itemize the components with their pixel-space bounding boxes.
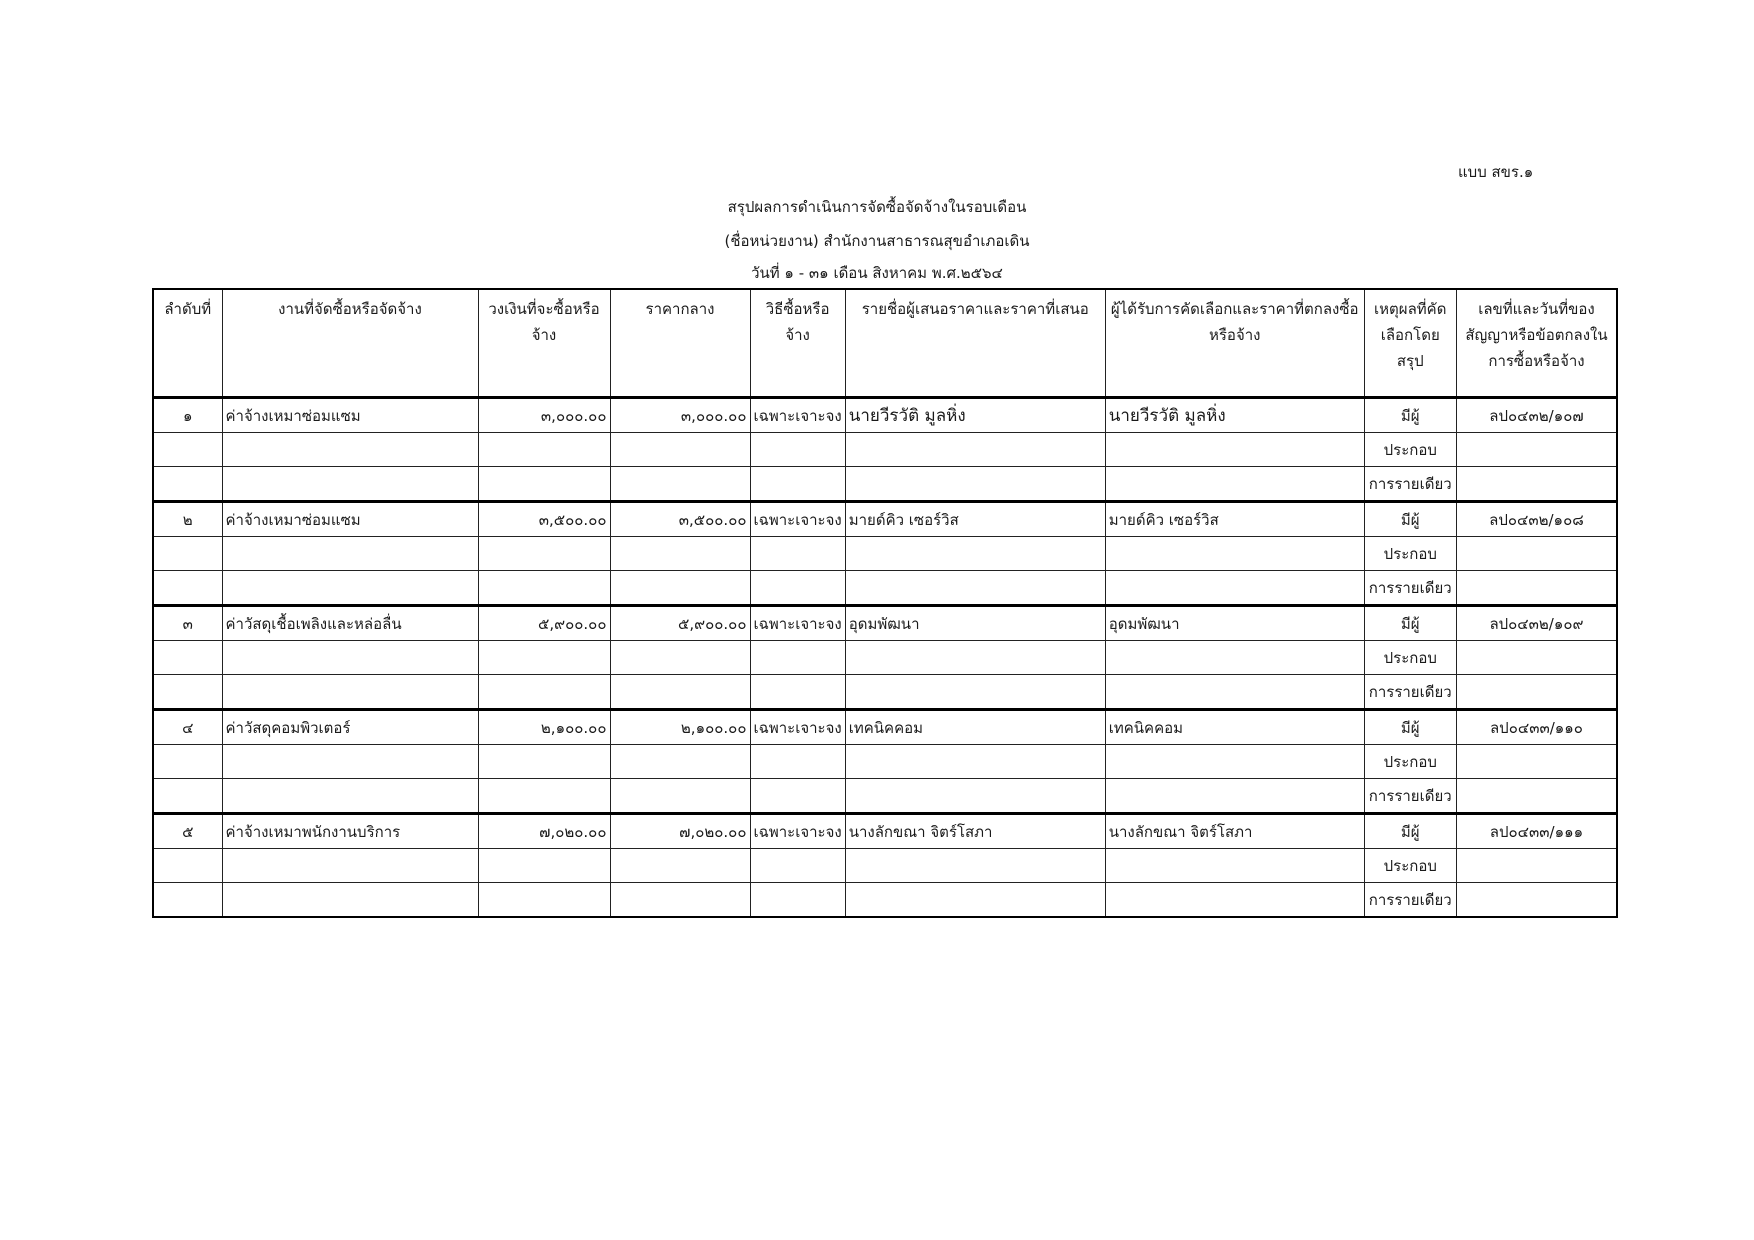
- cell-reason: ประกอบ: [1364, 641, 1456, 675]
- cell-winner: [1105, 883, 1364, 918]
- cell-contract: ลป๐๔๓๒/๑๐๙: [1456, 606, 1617, 641]
- cell-bidder: มายด์คิว เซอร์วิส: [845, 502, 1105, 537]
- cell-bidder: [845, 433, 1105, 467]
- document-title: สรุปผลการดำเนินการจัดซื้อจัดจ้างในรอบเดือน: [727, 198, 1027, 216]
- cell-budget: ๗,๐๒๐.๐๐: [478, 814, 610, 849]
- table-row: [153, 779, 1617, 814]
- cell-median-price: [610, 745, 750, 779]
- cell-median-price: [610, 537, 750, 571]
- table-row: [153, 571, 1617, 606]
- table-row: [153, 849, 1617, 883]
- form-code: แบบ สขร.๑: [1458, 163, 1534, 181]
- cell-bidder: นายวีรวัติ มูลหิ่ง: [845, 398, 1105, 433]
- cell-no: [153, 675, 222, 710]
- cell-winner: [1105, 571, 1364, 606]
- cell-no: [153, 849, 222, 883]
- cell-method: [750, 779, 845, 814]
- cell-reason: ประกอบ: [1364, 537, 1456, 571]
- cell-contract: [1456, 745, 1617, 779]
- cell-median-price: ๓,๐๐๐.๐๐: [610, 398, 750, 433]
- cell-winner: [1105, 641, 1364, 675]
- cell-method: เฉพาะเจาะจง: [750, 502, 845, 537]
- cell-item: [222, 779, 478, 814]
- cell-winner: อุดมพัฒนา: [1105, 606, 1364, 641]
- header-median-price: ราคากลาง: [610, 289, 750, 398]
- cell-bidder: [845, 883, 1105, 918]
- cell-reason: การรายเดียว: [1364, 883, 1456, 918]
- cell-budget: ๓,๕๐๐.๐๐: [478, 502, 610, 537]
- cell-budget: [478, 467, 610, 502]
- cell-median-price: ๗,๐๒๐.๐๐: [610, 814, 750, 849]
- cell-item: [222, 675, 478, 710]
- cell-contract: [1456, 433, 1617, 467]
- cell-contract: [1456, 779, 1617, 814]
- cell-no: ๓: [153, 606, 222, 641]
- cell-reason: ประกอบ: [1364, 433, 1456, 467]
- cell-method: [750, 675, 845, 710]
- header-contract: เลขที่และวันที่ของสัญญาหรือข้อตกลงในการซื้อหรือจ้าง: [1456, 289, 1617, 398]
- cell-contract: [1456, 571, 1617, 606]
- cell-reason: ประกอบ: [1364, 745, 1456, 779]
- cell-budget: [478, 745, 610, 779]
- cell-winner: เทคนิคคอม: [1105, 710, 1364, 745]
- cell-median-price: [610, 883, 750, 918]
- table-header-row: [153, 289, 1617, 398]
- cell-reason: การรายเดียว: [1364, 675, 1456, 710]
- cell-winner: นายวีรวัติ มูลหิ่ง: [1105, 398, 1364, 433]
- cell-winner: [1105, 537, 1364, 571]
- cell-reason: การรายเดียว: [1364, 467, 1456, 502]
- cell-item: [222, 745, 478, 779]
- table-row: [153, 502, 1617, 537]
- cell-no: [153, 571, 222, 606]
- cell-item: [222, 467, 478, 502]
- cell-median-price: [610, 675, 750, 710]
- table-row: [153, 467, 1617, 502]
- cell-method: [750, 571, 845, 606]
- cell-winner: [1105, 779, 1364, 814]
- cell-contract: ลป๐๔๓๒/๑๐๘: [1456, 502, 1617, 537]
- cell-winner: มายด์คิว เซอร์วิส: [1105, 502, 1364, 537]
- cell-no: [153, 467, 222, 502]
- cell-no: ๔: [153, 710, 222, 745]
- cell-item: [222, 433, 478, 467]
- cell-method: [750, 537, 845, 571]
- cell-bidder: [845, 641, 1105, 675]
- cell-budget: [478, 571, 610, 606]
- cell-bidder: [845, 571, 1105, 606]
- header-item: งานที่จัดซื้อหรือจัดจ้าง: [222, 289, 478, 398]
- cell-median-price: ๒,๑๐๐.๐๐: [610, 710, 750, 745]
- cell-method: [750, 745, 845, 779]
- cell-bidder: [845, 467, 1105, 502]
- cell-method: [750, 883, 845, 918]
- cell-item: ค่าวัสดุคอมพิวเตอร์: [222, 710, 478, 745]
- cell-item: [222, 641, 478, 675]
- cell-no: [153, 779, 222, 814]
- cell-bidder: [845, 849, 1105, 883]
- cell-item: [222, 537, 478, 571]
- table-row: [153, 745, 1617, 779]
- cell-contract: [1456, 849, 1617, 883]
- cell-item: ค่าจ้างเหมาซ่อมแซม: [222, 502, 478, 537]
- cell-budget: [478, 641, 610, 675]
- cell-winner: [1105, 433, 1364, 467]
- cell-bidder: [845, 675, 1105, 710]
- cell-item: [222, 571, 478, 606]
- cell-method: เฉพาะเจาะจง: [750, 606, 845, 641]
- header-reason: เหตุผลที่คัดเลือกโดยสรุป: [1364, 289, 1456, 398]
- cell-budget: [478, 433, 610, 467]
- cell-item: [222, 849, 478, 883]
- table-row: [153, 710, 1617, 745]
- header-budget: วงเงินที่จะซื้อหรือจ้าง: [478, 289, 610, 398]
- table-row: [153, 675, 1617, 710]
- cell-no: ๑: [153, 398, 222, 433]
- cell-median-price: [610, 641, 750, 675]
- cell-budget: [478, 675, 610, 710]
- table-row: [153, 606, 1617, 641]
- cell-method: [750, 641, 845, 675]
- cell-bidder: [845, 779, 1105, 814]
- cell-median-price: ๓,๕๐๐.๐๐: [610, 502, 750, 537]
- cell-item: ค่าจ้างเหมาซ่อมแซม: [222, 398, 478, 433]
- table-row: [153, 398, 1617, 433]
- cell-method: เฉพาะเจาะจง: [750, 814, 845, 849]
- cell-contract: ลป๐๔๓๒/๑๐๗: [1456, 398, 1617, 433]
- cell-median-price: [610, 779, 750, 814]
- table-row: [153, 814, 1617, 849]
- cell-method: เฉพาะเจาะจง: [750, 398, 845, 433]
- cell-median-price: [610, 467, 750, 502]
- cell-winner: นางลักขณา จิตร์โสภา: [1105, 814, 1364, 849]
- cell-contract: ลป๐๔๓๓/๑๑๐: [1456, 710, 1617, 745]
- cell-method: [750, 849, 845, 883]
- table-row: [153, 883, 1617, 918]
- cell-reason: มีผู้: [1364, 606, 1456, 641]
- cell-median-price: [610, 433, 750, 467]
- cell-no: [153, 641, 222, 675]
- cell-budget: [478, 883, 610, 918]
- cell-reason: การรายเดียว: [1364, 779, 1456, 814]
- cell-item: ค่าจ้างเหมาพนักงานบริการ: [222, 814, 478, 849]
- cell-method: เฉพาะเจาะจง: [750, 710, 845, 745]
- cell-budget: [478, 537, 610, 571]
- table-row: [153, 433, 1617, 467]
- cell-contract: [1456, 537, 1617, 571]
- cell-reason: ประกอบ: [1364, 849, 1456, 883]
- cell-reason: มีผู้: [1364, 398, 1456, 433]
- cell-item: ค่าวัสดุเชื้อเพลิงและหล่อลื่น: [222, 606, 478, 641]
- cell-contract: [1456, 641, 1617, 675]
- cell-budget: [478, 779, 610, 814]
- cell-reason: มีผู้: [1364, 502, 1456, 537]
- cell-bidder: เทคนิคคอม: [845, 710, 1105, 745]
- cell-no: ๕: [153, 814, 222, 849]
- cell-winner: [1105, 745, 1364, 779]
- cell-winner: [1105, 467, 1364, 502]
- header-method: วิธีซื้อหรือจ้าง: [750, 289, 845, 398]
- cell-method: [750, 467, 845, 502]
- table-row: [153, 641, 1617, 675]
- cell-median-price: [610, 571, 750, 606]
- cell-bidder: [845, 745, 1105, 779]
- agency-name: (ชื่อหน่วยงาน) สำนักงานสาธารณสุขอำเภอเดิน: [724, 232, 1030, 250]
- cell-contract: [1456, 675, 1617, 710]
- cell-item: [222, 883, 478, 918]
- cell-budget: [478, 849, 610, 883]
- cell-median-price: [610, 849, 750, 883]
- cell-contract: [1456, 883, 1617, 918]
- header-no: ลำดับที่: [153, 289, 222, 398]
- table-row: [153, 537, 1617, 571]
- header-bidders: รายชื่อผู้เสนอราคาและราคาที่เสนอ: [845, 289, 1105, 398]
- cell-bidder: [845, 537, 1105, 571]
- cell-method: [750, 433, 845, 467]
- cell-no: [153, 883, 222, 918]
- cell-bidder: นางลักขณา จิตร์โสภา: [845, 814, 1105, 849]
- cell-contract: [1456, 467, 1617, 502]
- cell-no: [153, 745, 222, 779]
- cell-winner: [1105, 675, 1364, 710]
- cell-bidder: อุดมพัฒนา: [845, 606, 1105, 641]
- cell-budget: ๕,๙๐๐.๐๐: [478, 606, 610, 641]
- procurement-table: [152, 288, 1618, 918]
- cell-reason: การรายเดียว: [1364, 571, 1456, 606]
- cell-no: [153, 433, 222, 467]
- cell-budget: ๓,๐๐๐.๐๐: [478, 398, 610, 433]
- cell-no: [153, 537, 222, 571]
- cell-no: ๒: [153, 502, 222, 537]
- cell-reason: มีผู้: [1364, 710, 1456, 745]
- cell-median-price: ๕,๙๐๐.๐๐: [610, 606, 750, 641]
- cell-contract: ลป๐๔๓๓/๑๑๑: [1456, 814, 1617, 849]
- header-winner: ผู้ได้รับการคัดเลือกและราคาที่ตกลงซื้อหรือจ้าง: [1105, 289, 1364, 398]
- date-range: วันที่ ๑ - ๓๑ เดือน สิงหาคม พ.ศ.๒๕๖๔: [751, 264, 1003, 282]
- cell-budget: ๒,๑๐๐.๐๐: [478, 710, 610, 745]
- cell-winner: [1105, 849, 1364, 883]
- cell-reason: มีผู้: [1364, 814, 1456, 849]
